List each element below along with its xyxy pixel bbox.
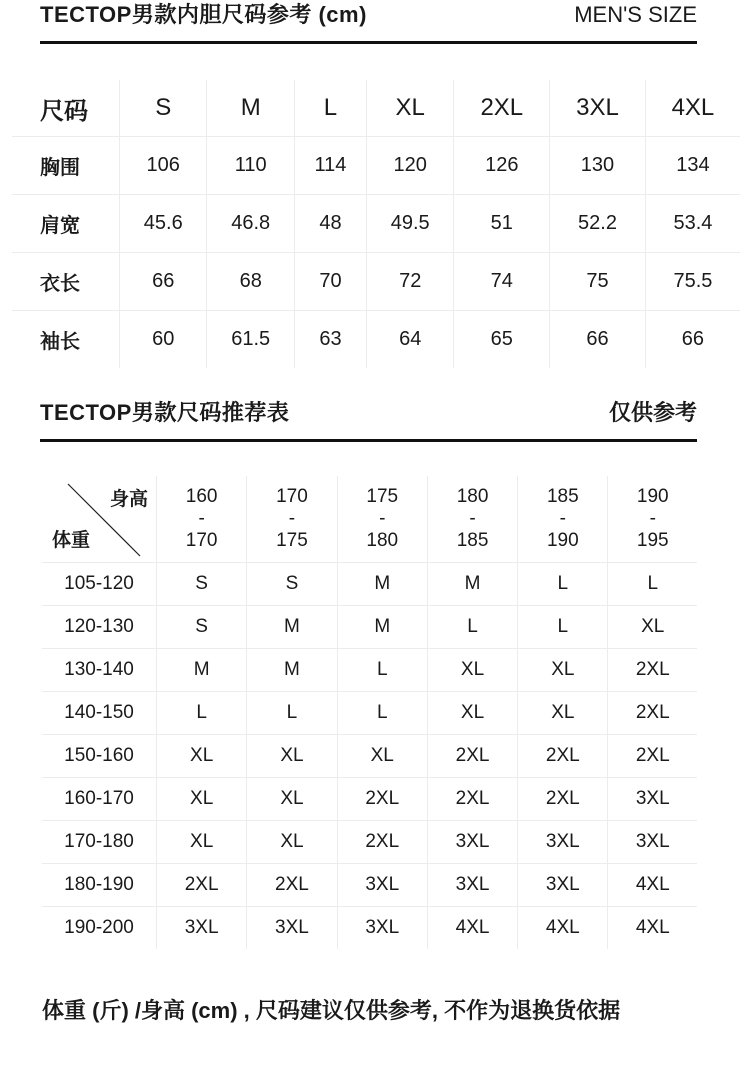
height-range-header xyxy=(157,476,247,563)
table-cell: 4XL xyxy=(608,864,697,907)
table-cell: XL xyxy=(247,735,337,778)
size-recommendation-table xyxy=(42,476,697,949)
table-cell: 2XL xyxy=(608,649,697,692)
table-cell: 134 xyxy=(645,137,740,195)
table-cell: XL xyxy=(337,735,427,778)
height-sep: - xyxy=(379,508,386,529)
size-reference-title: TECTOP男款内胆尺码参考 (cm) xyxy=(40,2,367,27)
size-recommendation-title: TECTOP男款尺码推荐表 xyxy=(40,400,290,425)
table-cell: L xyxy=(518,563,608,606)
table-cell: 2XL xyxy=(608,735,697,778)
height-range-header xyxy=(247,476,337,563)
table-row xyxy=(12,311,740,369)
table-row xyxy=(12,137,740,195)
weight-range: 160-170 xyxy=(42,778,157,821)
table-cell: 2XL xyxy=(337,821,427,864)
table-row xyxy=(42,606,697,649)
table-cell: 126 xyxy=(454,137,550,195)
weight-range: 120-130 xyxy=(42,606,157,649)
table-cell: 4XL xyxy=(518,907,608,950)
weight-range: 190-200 xyxy=(42,907,157,950)
height-sep: - xyxy=(559,508,566,529)
height-sep: - xyxy=(649,508,656,529)
table-cell: 45.6 xyxy=(120,195,207,253)
table-cell: 2XL xyxy=(427,735,517,778)
table-cell: XL xyxy=(247,778,337,821)
row-label: 衣长 xyxy=(12,253,120,311)
table-cell: 114 xyxy=(294,137,366,195)
size-recommendation-header xyxy=(40,398,697,442)
table-cell: 3XL xyxy=(608,821,697,864)
table-cell: 66 xyxy=(681,328,705,350)
table-cell: 65 xyxy=(454,311,550,369)
table-cell: XL xyxy=(247,821,337,864)
height-from: 180 xyxy=(456,486,489,507)
table-row xyxy=(42,735,697,778)
table-cell: M xyxy=(247,606,337,649)
table-cell: 60 xyxy=(120,311,207,369)
size-reference-header xyxy=(40,0,697,44)
table-cell: M xyxy=(337,606,427,649)
table-cell: 106 xyxy=(120,137,207,195)
table-row xyxy=(42,907,697,950)
table-cell: XL xyxy=(157,778,247,821)
height-to: 190 xyxy=(546,530,579,551)
table-cell: 130 xyxy=(550,137,646,195)
mens-size-label: MEN'S SIZE xyxy=(574,2,697,27)
table-cell: 2XL xyxy=(518,735,608,778)
table-cell: 2XL xyxy=(247,864,337,907)
table-cell: S xyxy=(157,606,247,649)
reference-only-label: 仅供参考 xyxy=(608,400,697,425)
table-cell: XL xyxy=(427,692,517,735)
table-cell: 3XL xyxy=(518,864,608,907)
size-col-header: 2XL xyxy=(454,80,550,137)
table-cell: 3XL xyxy=(337,907,427,950)
size-col-header: M xyxy=(207,80,294,137)
footer-note: 体重 (斤) /身高 (cm) , 尺码建议仅供参考, 不作为退换货依据 xyxy=(42,998,621,1023)
table-cell: S xyxy=(157,563,247,606)
size-col-header: 4XL xyxy=(645,80,740,137)
table-cell: XL xyxy=(157,821,247,864)
height-to: 170 xyxy=(185,530,218,551)
weight-range: 180-190 xyxy=(42,864,157,907)
table-cell: 66 xyxy=(550,311,646,369)
height-range-header xyxy=(608,476,697,563)
weight-range: 130-140 xyxy=(42,649,157,692)
weight-range: 150-160 xyxy=(42,735,157,778)
height-range-header xyxy=(518,476,608,563)
table-cell: 2XL xyxy=(608,692,697,735)
table-cell: 52.2 xyxy=(550,195,646,253)
table-cell: XL xyxy=(157,735,247,778)
size-col-header: L xyxy=(294,80,366,137)
table-cell: 3XL xyxy=(157,907,247,950)
table-cell: 64 xyxy=(366,311,453,369)
height-range-header xyxy=(427,476,517,563)
row-label: 胸围 xyxy=(12,137,120,195)
table-row xyxy=(12,195,740,253)
weight-range: 140-150 xyxy=(42,692,157,735)
table-row xyxy=(42,864,697,907)
weight-range: 105-120 xyxy=(42,563,157,606)
size-col-header: 3XL xyxy=(550,80,646,137)
row-label: 袖长 xyxy=(12,311,120,369)
table-cell: 2XL xyxy=(157,864,247,907)
table-cell: 2XL xyxy=(518,778,608,821)
table-cell: XL xyxy=(518,649,608,692)
table-row xyxy=(12,253,740,311)
table-cell: 2XL xyxy=(427,778,517,821)
size-header-label: 尺码 xyxy=(12,80,120,137)
table-cell: 68 xyxy=(207,253,294,311)
table-row xyxy=(42,821,697,864)
height-sep: - xyxy=(198,508,205,529)
table-cell: 3XL xyxy=(518,821,608,864)
size-header-row xyxy=(12,80,740,137)
table-cell: 3XL xyxy=(608,778,697,821)
table-cell: L xyxy=(337,692,427,735)
table-cell: 120 xyxy=(366,137,453,195)
height-from: 160 xyxy=(185,486,218,507)
table-cell: 3XL xyxy=(427,864,517,907)
table-cell: S xyxy=(247,563,337,606)
size-col-header: XL xyxy=(366,80,453,137)
height-from: 175 xyxy=(366,486,399,507)
height-from: 170 xyxy=(276,486,308,507)
table-cell: 48 xyxy=(294,195,366,253)
table-cell: 4XL xyxy=(635,917,670,938)
height-to: 195 xyxy=(636,530,669,551)
table-cell: 110 xyxy=(207,137,294,195)
table-cell: 74 xyxy=(454,253,550,311)
table-cell: 63 xyxy=(294,311,366,369)
table-row xyxy=(42,692,697,735)
table-row xyxy=(42,563,697,606)
table-cell: M xyxy=(247,649,337,692)
corner-cell xyxy=(42,476,157,563)
table-cell: L xyxy=(247,692,337,735)
size-reference-table xyxy=(12,80,740,368)
height-to: 185 xyxy=(456,530,489,551)
table-cell: 51 xyxy=(454,195,550,253)
table-cell: 75.5 xyxy=(645,253,740,311)
table-cell: L xyxy=(427,606,517,649)
row-label: 肩宽 xyxy=(12,195,120,253)
weight-axis-label: 体重 xyxy=(52,530,91,551)
height-sep: - xyxy=(288,508,296,529)
table-cell: 4XL xyxy=(427,907,517,950)
height-to: 175 xyxy=(276,530,308,551)
height-range-header xyxy=(337,476,427,563)
table-cell: 75 xyxy=(550,253,646,311)
table-cell: M xyxy=(157,649,247,692)
table-cell: 3XL xyxy=(337,864,427,907)
height-to: 180 xyxy=(366,530,399,551)
height-from: 190 xyxy=(636,486,669,507)
table-row xyxy=(42,778,697,821)
weight-range: 170-180 xyxy=(42,821,157,864)
table-row xyxy=(42,649,697,692)
table-cell: XL xyxy=(427,649,517,692)
table-cell: 3XL xyxy=(427,821,517,864)
size-col-header: S xyxy=(120,80,207,137)
table-cell: M xyxy=(427,563,517,606)
table-cell: L xyxy=(337,649,427,692)
table-cell: L xyxy=(518,606,608,649)
height-header-row xyxy=(42,476,697,563)
table-cell: M xyxy=(337,563,427,606)
table-cell: 46.8 xyxy=(207,195,294,253)
table-cell: XL xyxy=(518,692,608,735)
height-axis-label: 身高 xyxy=(109,489,148,510)
table-cell: 49.5 xyxy=(366,195,453,253)
table-cell: 2XL xyxy=(337,778,427,821)
height-sep: - xyxy=(469,508,476,529)
height-from: 185 xyxy=(546,486,579,507)
table-cell: 61.5 xyxy=(207,311,294,369)
table-cell: 53.4 xyxy=(645,195,740,253)
table-cell: 72 xyxy=(366,253,453,311)
table-cell: 66 xyxy=(120,253,207,311)
table-cell: XL xyxy=(608,606,697,649)
table-cell: L xyxy=(608,563,697,606)
table-cell: L xyxy=(157,692,247,735)
table-cell: 3XL xyxy=(247,907,337,950)
table-cell: 70 xyxy=(294,253,366,311)
